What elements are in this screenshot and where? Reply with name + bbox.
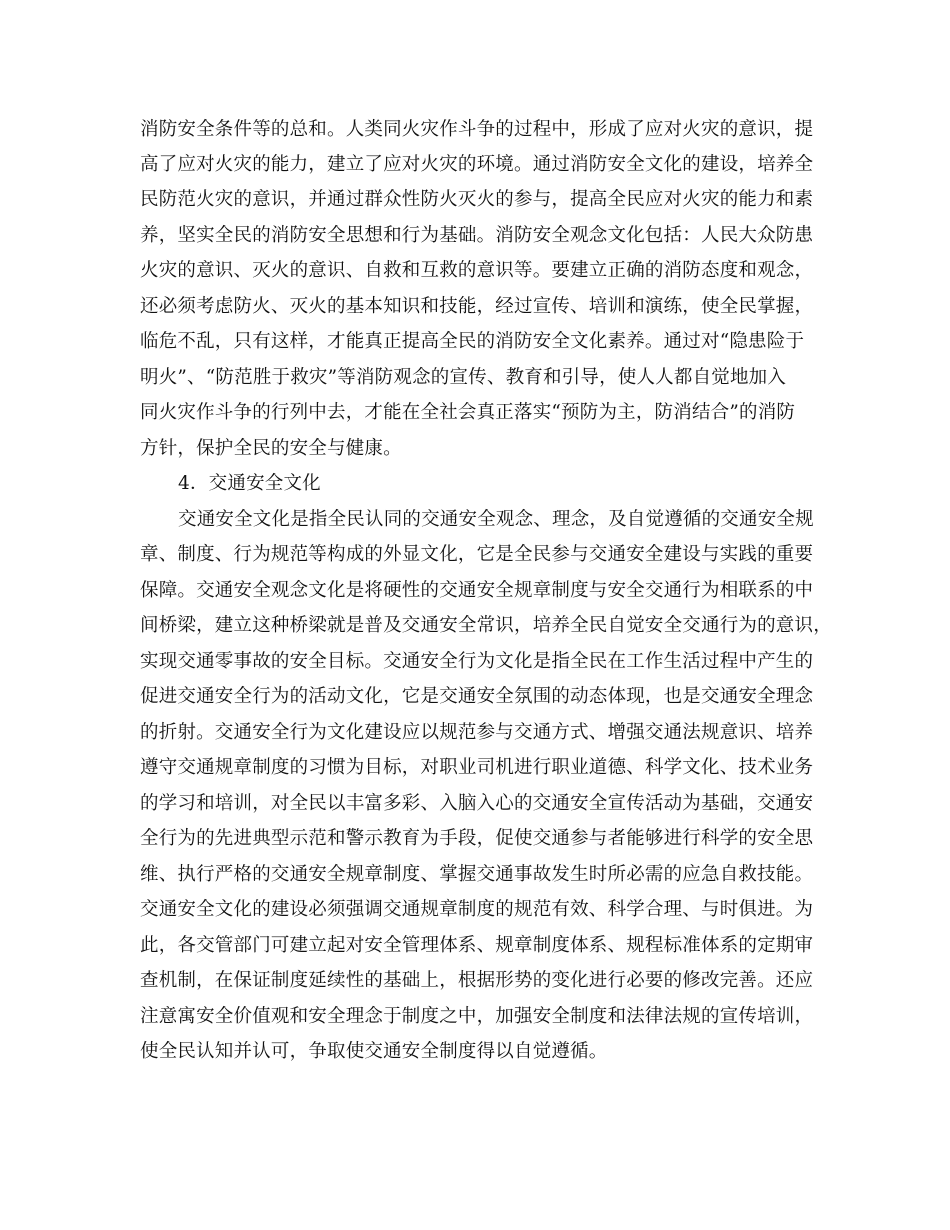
text-line: 注意寓安全价值观和安全理念于制度之中，加强安全制度和法律法规的宣传培训， [140, 1006, 814, 1027]
text-line: 的折射。交通安全行为文化建设应以规范参与交通方式、增强交通法规意识、培养 [140, 722, 814, 743]
text-line: 保障。交通安全观念文化是将硬性的交通安全规章制度与安全交通行为相联系的中 [140, 580, 814, 601]
text-line: 民防范火灾的意识，并通过群众性防火灭火的参与，提高全民应对火灾的能力和素 [140, 189, 814, 210]
text-line: 遵守交通规章制度的习惯为目标，对职业司机进行职业道德、科学文化、技术业务 [140, 757, 814, 778]
text-line: 查机制，在保证制度延续性的基础上，根据形势的变化进行必要的修改完善。还应 [140, 970, 814, 991]
text-line: 还必须考虑防火、灭火的基本知识和技能，经过宣传、培训和演练，使全民掌握， [140, 296, 814, 317]
text-line: 使全民认知并认可，争取使交通安全制度得以自觉遵循。 [140, 1041, 608, 1062]
text-line: 交通安全文化的建设必须强调交通规章制度的规范有效、科学合理、与时俱进。为 [140, 899, 814, 920]
text-line: 全行为的先进典型示范和警示教育为手段，促使交通参与者能够进行科学的安全思 [140, 828, 814, 849]
text-line: 实现交通零事故的安全目标。交通安全行为文化是指全民在工作生活过程中产生的 [140, 651, 814, 672]
text-line: 交通安全文化是指全民认同的交通安全观念、理念，及自觉遵循的交通安全规 [178, 509, 814, 530]
section-heading: 4．交通安全文化 [178, 473, 321, 494]
text-line: 消防安全条件等的总和。人类同火灾作斗争的过程中，形成了应对火灾的意识，提 [140, 119, 814, 140]
text-line: 的学习和培训，对全民以丰富多彩、入脑入心的交通安全宣传活动为基础，交通安 [140, 793, 814, 814]
text-line: 临危不乱，只有这样，才能真正提高全民的消防安全文化素养。通过对“隐患险于 [140, 331, 805, 352]
text-line: 火灾的意识、灭火的意识、自救和互救的意识等。要建立正确的消防态度和观念， [140, 260, 814, 281]
text-line: 养，坚实全民的消防安全思想和行为基础。消防安全观念文化包括：人民大众防患 [140, 225, 814, 246]
text-line: 明火”、“防范胜于救灾”等消防观念的宣传、教育和引导，使人人都自觉地加入 [140, 367, 787, 388]
text-line: 高了应对火灾的能力，建立了应对火灾的环境。通过消防安全文化的建设，培养全 [140, 154, 814, 175]
text-line: 同火灾作斗争的行列中去，才能在全社会真正落实“预防为主，防消结合”的消防 [140, 402, 796, 423]
text-line: 促进交通安全行为的活动文化，它是交通安全氛围的动态体现，也是交通安全理念 [140, 686, 814, 707]
text-line: 章、制度、行为规范等构成的外显文化，它是全民参与交通安全建设与实践的重要 [140, 544, 814, 565]
text-line: 此，各交管部门可建立起对安全管理体系、规章制度体系、规程标准体系的定期审 [140, 935, 814, 956]
text-line: 方针，保护全民的安全与健康。 [140, 438, 402, 459]
text-line: 间桥梁，建立这种桥梁就是普及交通安全常识，培养全民自觉安全交通行为的意识， [140, 615, 832, 636]
text-line: 维、执行严格的交通安全规章制度、掌握交通事故发生时所必需的应急自救技能。 [140, 864, 814, 885]
